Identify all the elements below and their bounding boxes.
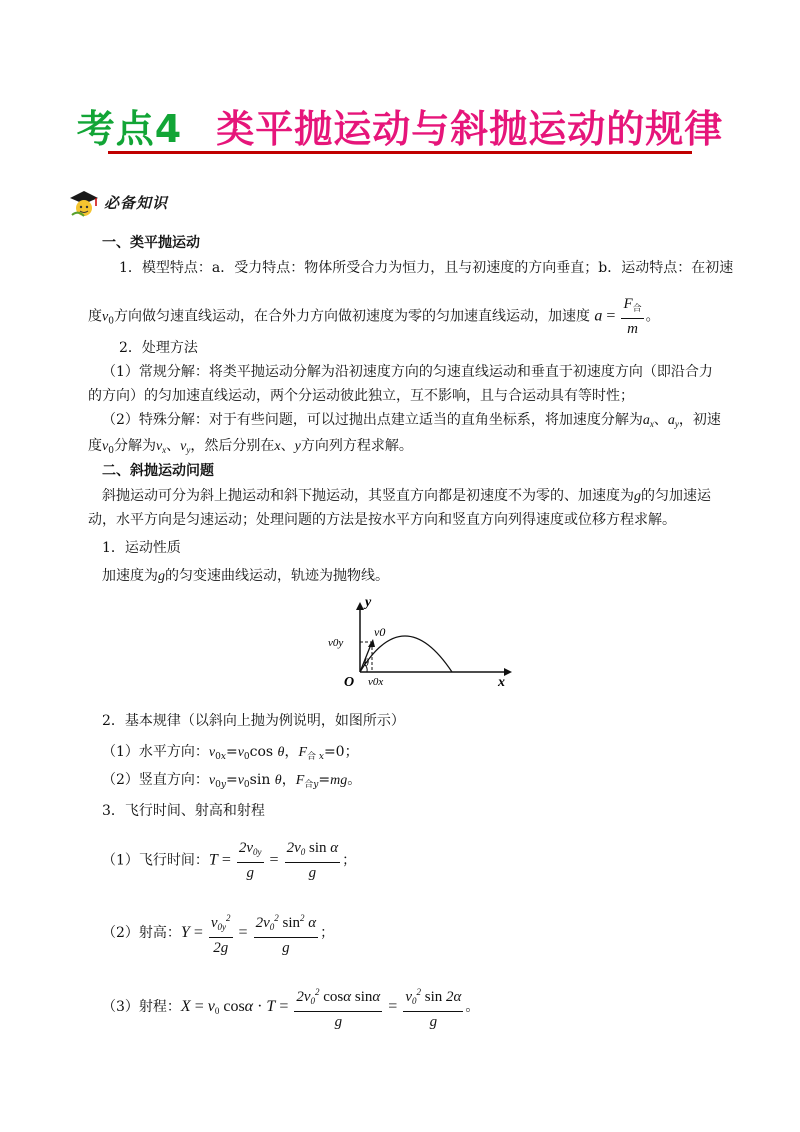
page-title xyxy=(0,104,800,154)
title-number: 考点4 xyxy=(76,107,183,151)
knowledge-badge xyxy=(68,188,188,218)
paragraph-oblique-1: 斜抛运动可分为斜上抛运动和斜下抛运动，其竖直方向都是初速度不为零的、加速度为g的匀加速运 xyxy=(102,488,711,504)
paragraph-special-2: 度$v_0$分解为$v_x$、$v_y$，然后分别在x、y方向列方程求解。 xyxy=(88,438,413,456)
paragraph-basic-law: 2．基本规律（以斜向上抛为例说明，如图所示） xyxy=(102,713,405,729)
acceleration-fraction: $\frac{F_合}{m}$ xyxy=(623,296,642,337)
paragraph-model-2: 度$v_0$方向做匀速直线运动，在合外力方向做初速度为零的匀加速直线运动，加速度 a = $\frac{F_合}{m}$ 。 xyxy=(88,296,660,337)
v0x-label: v0x xyxy=(368,676,384,688)
formula-flight-time: （1）飞行时间：T = $\frac{2v_{0y}}{g}$ = $\frac{2v_0 \sin \alpha}{g}$ ； xyxy=(102,840,357,881)
paragraph-special-1: （2）特殊分解：对于有些问题，可以过抛出点建立适当的直角坐标系，将加速度分解为$a_x$、$a_y$，初速 xyxy=(102,412,721,429)
paragraph-motion-nature: 1．运动性质 xyxy=(102,540,181,556)
paragraph-oblique-2: 动，水平方向是匀速运动；处理问题的方法是按水平方向和竖直方向列得速度或位移方程求解。 xyxy=(88,512,676,528)
projectile-diagram xyxy=(320,596,520,688)
section-heading-1: 一、类平抛运动 xyxy=(102,235,200,251)
trajectory-curve xyxy=(360,636,452,672)
title-text: 类平抛运动与斜抛运动的规律 xyxy=(216,107,724,151)
student-cap-icon xyxy=(68,188,104,218)
paragraph-conventional-2: 的方向）的匀加速直线运动，两个分运动彼此独立，互不影响，且与合运动具有等时性； xyxy=(88,388,634,404)
paragraph-method: 2．处理方法 xyxy=(119,340,198,356)
paragraph-acceleration: 加速度为g的匀变速曲线运动，轨迹为抛物线。 xyxy=(102,568,389,584)
badge-label: 必备知识 xyxy=(104,194,169,212)
paragraph-horizontal: （1）水平方向：$v_{0x}=v_0\cos$ θ，$F_{合 x}=0$； xyxy=(102,744,359,762)
y-axis-arrow xyxy=(356,602,364,610)
v0y-label: v0y xyxy=(328,637,344,649)
paragraph-model-1: 1．模型特点：a．受力特点：物体所受合力为恒力，且与初速度的方向垂直；b．运动特点：在初速 xyxy=(119,260,734,276)
paragraph-flight-params: 3．飞行时间、射高和射程 xyxy=(102,803,265,819)
theta-label: θ xyxy=(364,658,369,669)
formula-range: （3）射程：$X = v_0$ cosα · T = $\frac{2v_0^2 \cos\alpha \sin\alpha}{g}$ = $\frac{v_0^2 \sin 2\alpha}{g}$ 。 xyxy=(102,982,479,1032)
x-axis-label: x xyxy=(498,675,505,688)
title-underline xyxy=(108,151,692,154)
x-axis-arrow xyxy=(504,668,512,676)
section-heading-2: 二、斜抛运动问题 xyxy=(102,463,214,479)
paragraph-vertical: （2）竖直方向：$v_{0y}=v_0\sin$ θ，$F_{合y}=mg$。 xyxy=(102,772,362,790)
y-axis-label: y xyxy=(365,596,372,610)
paragraph-conventional-1: （1）常规分解：将类平抛运动分解为沿初速度方向的匀速直线运动和垂直于初速度方向（即沿合力 xyxy=(102,364,713,380)
formula-max-height: （2）射高：Y = $\frac{v_{0y}^2}{2g}$ = $\frac{2v_0^2 \sin^2 \alpha}{g}$ ； xyxy=(102,908,334,958)
origin-label: O xyxy=(344,675,355,688)
v0-label: v0 xyxy=(374,625,386,639)
